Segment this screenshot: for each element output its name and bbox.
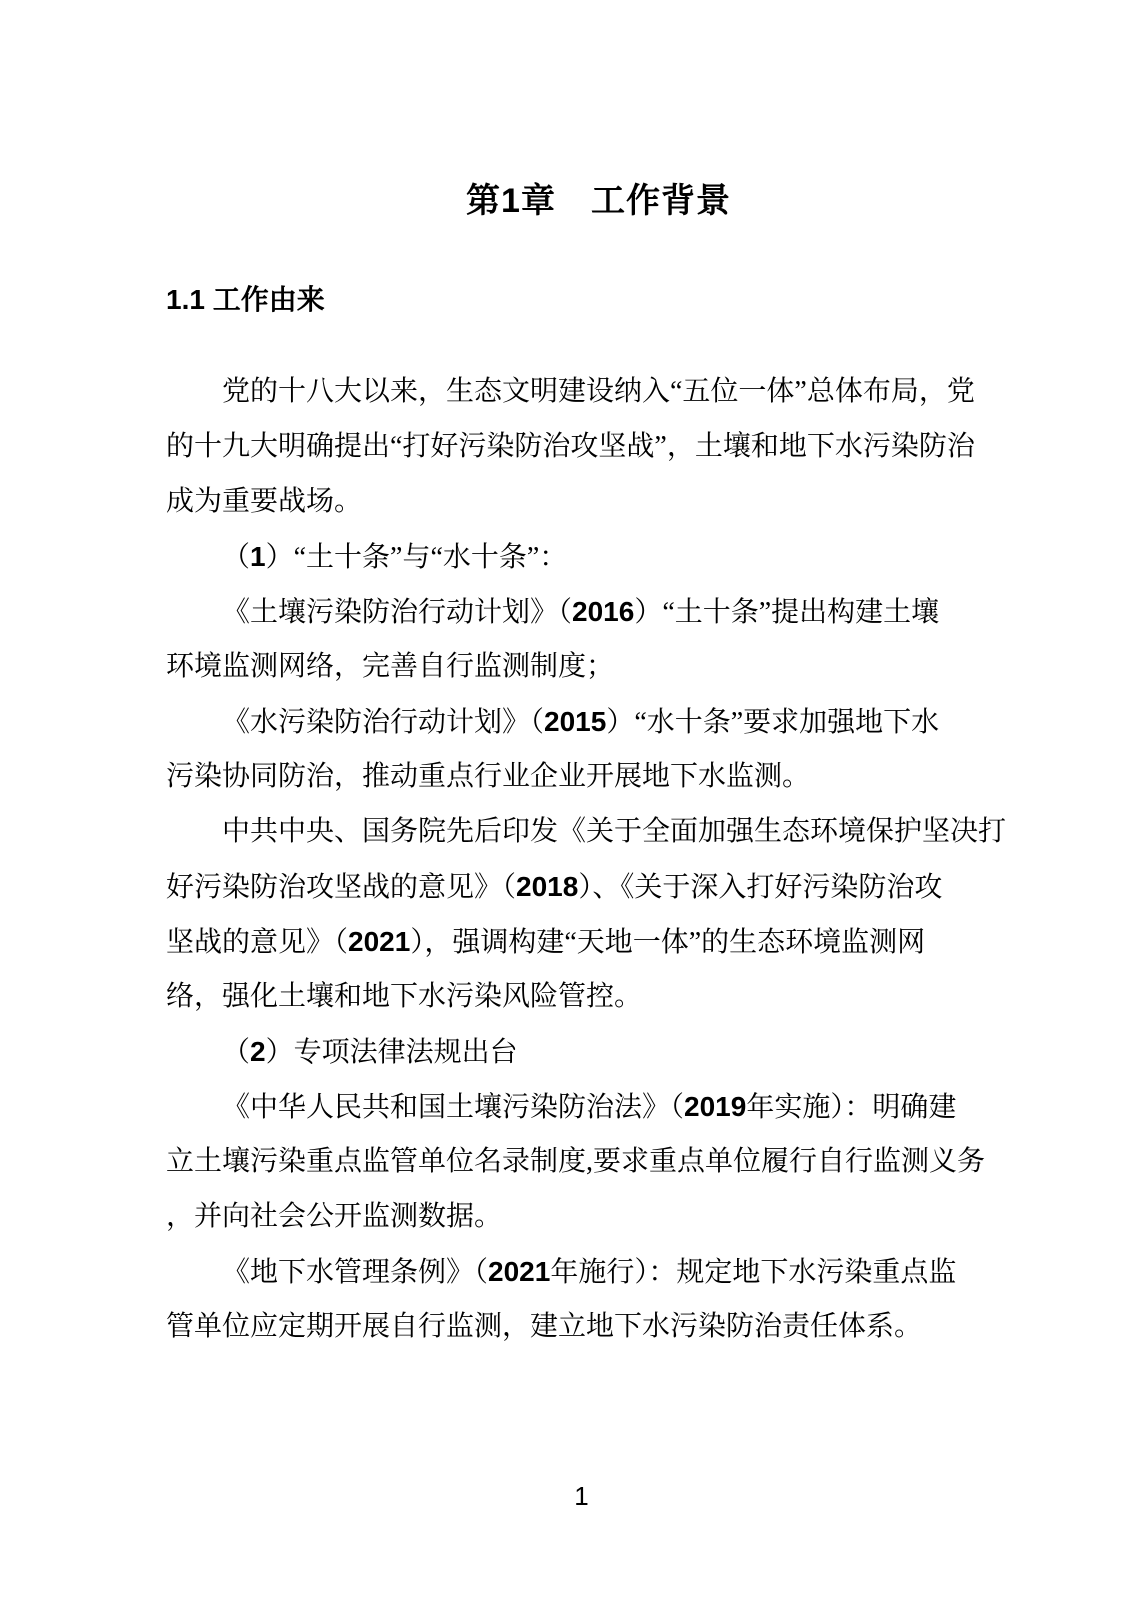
paragraph <box>166 584 970 694</box>
numeral: 2 <box>250 1036 266 1067</box>
numeral: 2016 <box>572 596 635 627</box>
text-line: 党的十八大以来，生态文明建设纳入“五位一体”总体布局，党 <box>222 376 975 407</box>
numeral: 1 <box>250 541 266 572</box>
text-line: 好污染防治攻坚战的意见》（2018）、《关于深入打好污染防治攻 <box>166 871 943 903</box>
numeral: 2018 <box>516 871 579 902</box>
section-heading: 1.1 工作由来 <box>166 284 325 315</box>
paragraph <box>166 694 970 804</box>
page-number: 1 <box>574 1481 589 1511</box>
text-line: 中共中央、国务院先后印发《关于全面加强生态环境保护坚决打 <box>222 816 1007 847</box>
numeral: 2021 <box>348 926 411 957</box>
paragraph <box>166 1244 970 1354</box>
document-body <box>166 364 1007 1354</box>
paragraph <box>166 1024 970 1079</box>
text-line: 环境监测网络，完善自行监测制度； <box>166 651 615 682</box>
paragraph <box>166 1079 986 1244</box>
text-line: 《地下水管理条例》（2021年施行）：规定地下水污染重点监 <box>222 1256 957 1288</box>
paragraph <box>166 529 970 584</box>
text-line: ，并向社会公开监测数据。 <box>166 1201 503 1232</box>
text-line: （2）专项法律法规出台 <box>222 1036 518 1068</box>
text-line: 成为重要战场。 <box>166 486 363 517</box>
text-line: 污染协同防治，推动重点行业企业开展地下水监测。 <box>166 761 811 792</box>
text-line: 《水污染防治行动计划》（2015）“水十条”要求加强地下水 <box>222 706 940 738</box>
text-line: 立土壤污染重点监管单位名录制度,要求重点单位履行自行监测义务 <box>166 1146 986 1177</box>
numeral: 2021 <box>488 1256 551 1287</box>
numeral: 2015 <box>544 706 607 737</box>
text-line: 络，强化土壤和地下水污染风险管控。 <box>166 981 643 1012</box>
text-line: 坚战的意见》（2021），强调构建“天地一体”的生态环境监测网 <box>166 926 926 958</box>
text-line: 《土壤污染防治行动计划》（2016）“土十条”提出构建土壤 <box>222 596 940 628</box>
text-line: 《中华人民共和国土壤污染防治法》（2019年实施）：明确建 <box>222 1091 957 1123</box>
paragraph <box>166 804 1007 1024</box>
paragraph <box>166 364 975 529</box>
chapter-title: 第1章 工作背景 <box>466 182 731 220</box>
text-line: 的十九大明确提出“打好污染防治攻坚战”，土壤和地下水污染防治 <box>166 431 975 462</box>
text-line: （1）“土十条”与“水十条”： <box>222 541 568 573</box>
numeral: 2019 <box>684 1091 747 1122</box>
text-line: 管单位应定期开展自行监测，建立地下水污染防治责任体系。 <box>166 1311 923 1342</box>
